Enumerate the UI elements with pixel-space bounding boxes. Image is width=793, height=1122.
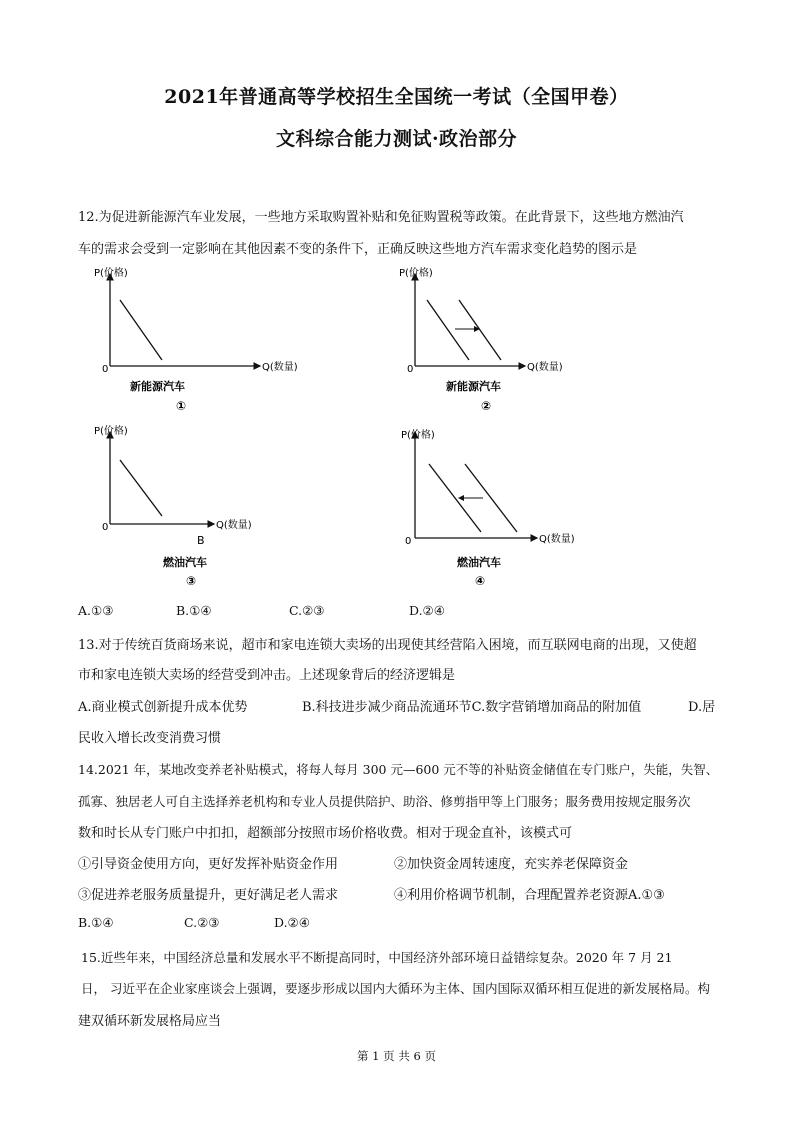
graph-2-origin: 0 <box>407 364 414 375</box>
question-12-line-1: 12.为促进新能源汽车业发展，一些地方采取购置补贴和免征购置税等政策。在此背景下，这些地方燃油汽 <box>78 210 684 225</box>
graph-2-demand-curve-shifted <box>459 300 501 360</box>
graph-4-caption: 燃油汽车 <box>457 556 501 569</box>
page-number: 第 1 页 共 6 页 <box>357 1049 436 1063</box>
question-14-item-4: ④利用价格调节机制，合理配置养老资源A.①③ <box>394 888 665 903</box>
question-12-line-2: 车的需求会受到一定影响在其他因素不变的条件下，正确反映这些地方汽车需求变化趋势的图示是 <box>78 242 638 257</box>
question-12-option-a: A.①③ <box>78 603 114 618</box>
question-12-option-c: C.②③ <box>289 603 325 618</box>
graph-3-origin: 0 <box>102 522 109 533</box>
question-14-option-c: C.②③ <box>184 915 220 930</box>
paper-title: 2021年普通高等学校招生全国统一考试（全国甲卷） <box>164 86 629 108</box>
question-13-line-1: 13.对于传统百货商场来说，超市和家电连锁大卖场的出现使其经营陷入困境，而互联网电商的出现，又使超 <box>78 638 697 653</box>
graph-3-demand-curve <box>120 460 162 516</box>
graph-1-origin: 0 <box>102 364 109 375</box>
question-13-line-5: 民收入增长改变消费习惯 <box>78 731 222 746</box>
graph-3-point-label: B <box>197 534 205 547</box>
graph-4 <box>395 420 595 592</box>
question-12-option-d: D.②④ <box>409 603 445 618</box>
graph-2 <box>395 262 595 417</box>
graph-2-demand-curve-original <box>427 300 469 360</box>
question-13-line-2: 市和家电连锁大卖场的经营受到冲击。上述现象背后的经济逻辑是 <box>78 668 456 683</box>
graph-1-caption: 新能源汽车 <box>130 380 185 393</box>
graph-4-y-label: P(价格) <box>401 430 435 441</box>
question-14-item-3: ③促进养老服务质量提升，更好满足老人需求 <box>78 888 339 903</box>
question-14-line-1: 14.2021 年，某地改变养老补贴模式，将每人每月 300 元—600 元不等的补贴资金储值在专门账户，失能，失智、 <box>78 762 719 777</box>
question-14-item-2: ②加快资金周转速度，充实养老保障资金 <box>394 857 629 872</box>
graph-2-number: ② <box>481 399 492 413</box>
graph-1 <box>90 262 298 417</box>
question-14-option-b: B.①④ <box>78 915 114 930</box>
question-14-option-d: D.②④ <box>274 915 310 930</box>
graph-2-x-label: Q(数量) <box>527 362 563 373</box>
question-15-line-2: 日， 习近平在企业家座谈会上强调，要逐步形成以国内大循环为主体、国内国际双循环相互促进的新发展格局。构 <box>81 981 710 996</box>
question-14-line-2: 孤寡、独居老人可自主选择养老机构和专业人员提供陪护、助浴、修剪指甲等上门服务；服务费用按规定服务次 <box>78 794 691 809</box>
question-12-option-b: B.①④ <box>176 603 212 618</box>
graph-1-number: ① <box>176 399 187 413</box>
question-13-option-a: A.商业模式创新提升成本优势 <box>78 700 248 715</box>
graph-3-y-label: P(价格) <box>94 426 128 437</box>
graph-3-number: ③ <box>186 574 197 588</box>
question-13-option-b-c: B.科技进步减少商品流通环节C.数字营销增加商品的附加值 <box>302 700 642 715</box>
paper-subtitle: 文科综合能力测试·政治部分 <box>275 128 518 150</box>
graph-4-x-label: Q(数量) <box>539 534 575 545</box>
graph-1-demand-curve <box>120 300 162 360</box>
question-13-option-d: D.居 <box>688 700 716 715</box>
question-15-line-1: 15.近些年来，中国经济总量和发展水平不断提高同时，中国经济外部环境日益错综复杂。2020 年 7 月 21 <box>81 950 673 965</box>
graph-2-caption: 新能源汽车 <box>446 380 501 393</box>
graph-1-x-label: Q(数量) <box>262 362 298 373</box>
question-15-line-3: 建双循环新发展格局应当 <box>78 1014 222 1029</box>
graph-2-y-label: P(价格) <box>399 268 433 279</box>
question-14-item-1: ①引导资金使用方向，更好发挥补贴资金作用 <box>78 857 339 872</box>
graph-4-origin: 0 <box>405 536 412 547</box>
graph-1-y-label: P(价格) <box>94 268 128 279</box>
graph-3 <box>90 420 280 592</box>
question-14-line-3: 数和时长从专门账户中扣扣，超额部分按照市场价格收费。相对于现金直补，该模式可 <box>78 826 573 841</box>
graph-3-x-label: Q(数量) <box>216 520 252 531</box>
graph-4-number: ④ <box>475 574 486 588</box>
graph-3-caption: 燃油汽车 <box>163 556 207 569</box>
